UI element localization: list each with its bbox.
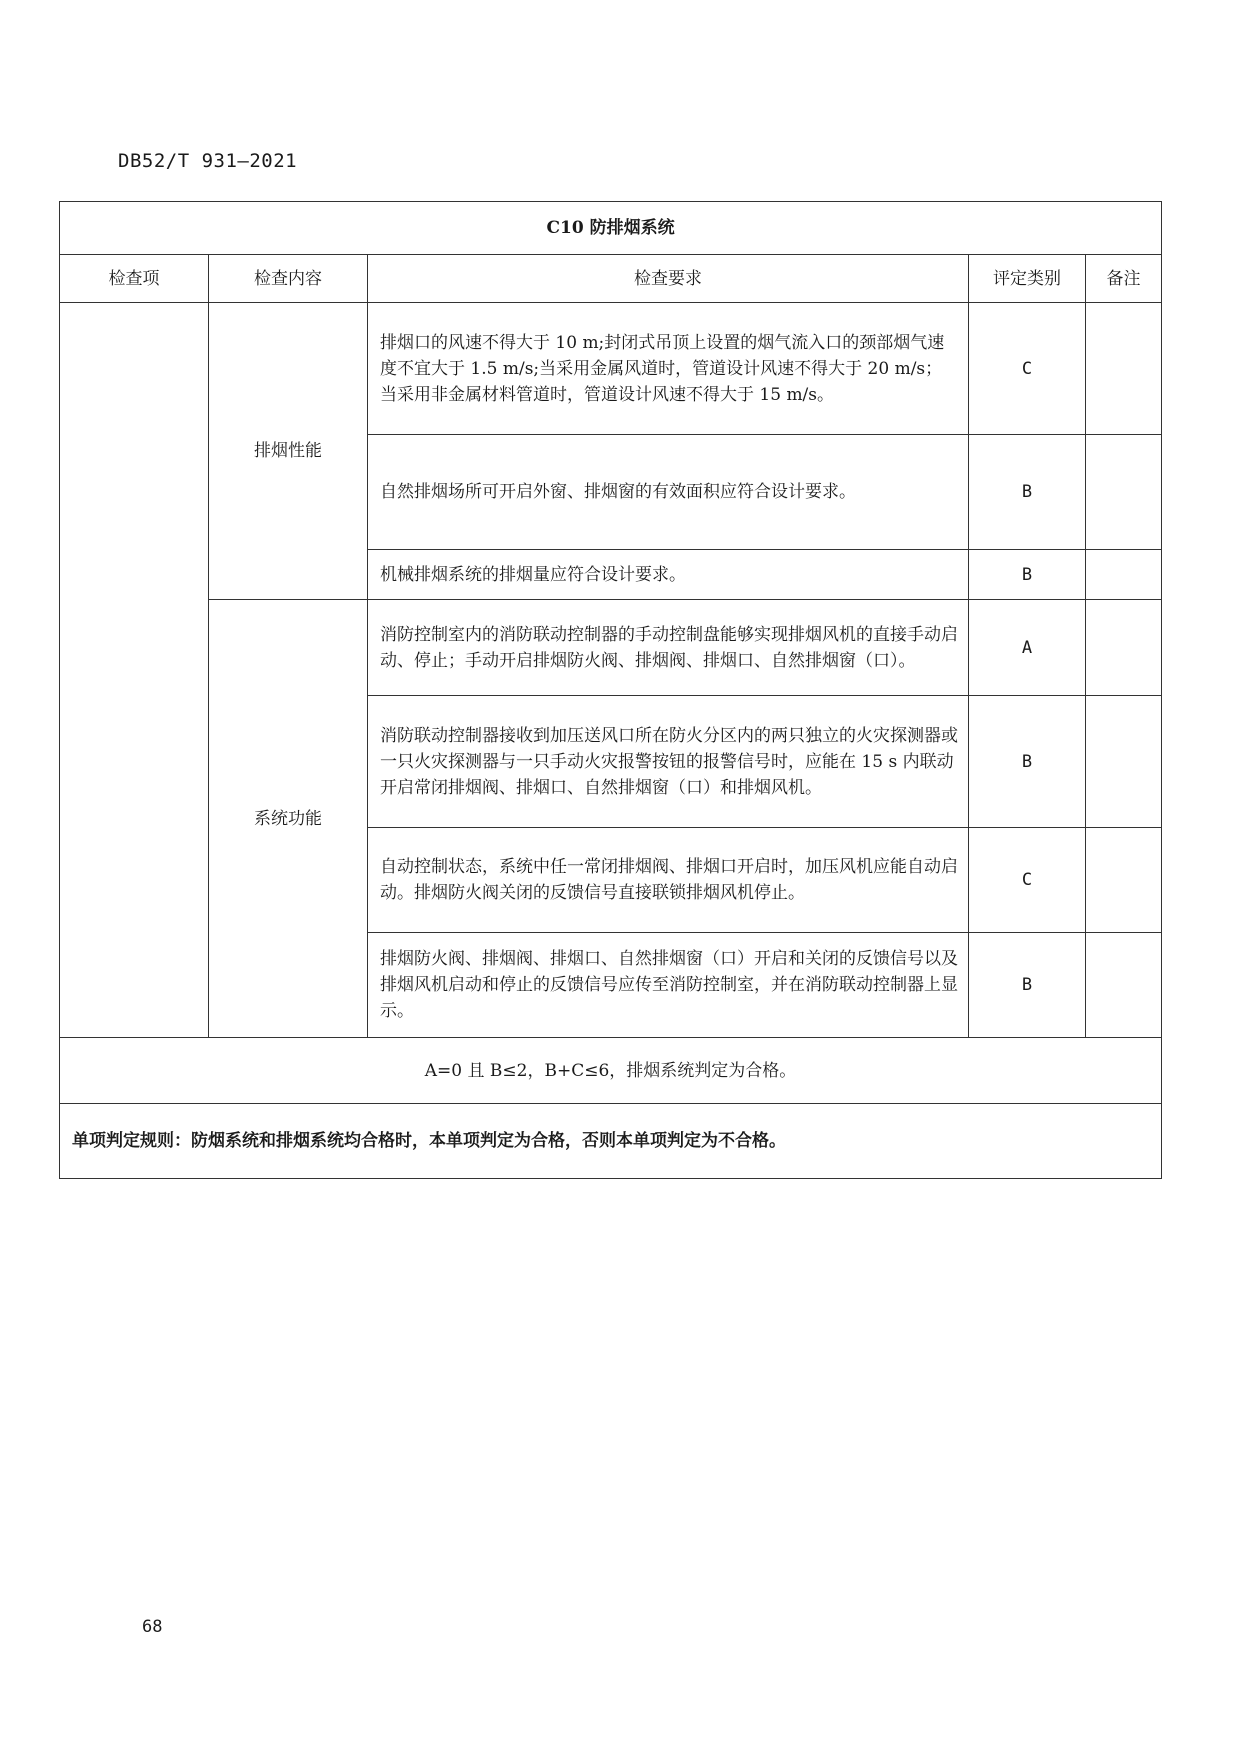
table-header-row [60, 255, 1162, 303]
column-header-category: 评定类别 [969, 255, 1086, 303]
table-row [60, 600, 1162, 696]
remark-cell [1086, 550, 1162, 600]
requirement-cell: 自动控制状态，系统中任一常闭排烟阀、排烟口开启时，加压风机应能自动启动。排烟防火阀关闭的反馈信号直接联锁排烟风机停止。 [368, 828, 969, 933]
content-system-function: 系统功能 [209, 600, 368, 1038]
category-cell: B [969, 435, 1086, 550]
inspection-item-cell [60, 303, 209, 1038]
table-title: C10 防排烟系统 [60, 202, 1162, 255]
category-cell: B [969, 696, 1086, 828]
category-cell: C [969, 303, 1086, 435]
requirement-cell: 消防联动控制器接收到加压送风口所在防火分区内的两只独立的火灾探测器或一只火灾探测器与一只手动火灾报警按钮的报警信号时，应能在 15 s 内联动开启常闭排烟阀、排烟口、自然排烟窗（口）和排烟风机。 [368, 696, 969, 828]
remark-cell [1086, 933, 1162, 1038]
page-number: 68 [142, 1617, 163, 1637]
remark-cell [1086, 828, 1162, 933]
remark-cell [1086, 303, 1162, 435]
remark-cell [1086, 696, 1162, 828]
category-cell: B [969, 550, 1086, 600]
requirement-cell: 排烟防火阀、排烟阀、排烟口、自然排烟窗（口）开启和关闭的反馈信号以及排烟风机启动和停止的反馈信号应传至消防控制室，并在消防联动控制器上显示。 [368, 933, 969, 1038]
table-row [60, 303, 1162, 435]
summary-row [60, 1038, 1162, 1104]
category-cell: C [969, 828, 1086, 933]
summary-text: A=0 且 B≤2，B+C≤6，排烟系统判定为合格。 [60, 1038, 1162, 1104]
category-cell: B [969, 933, 1086, 1038]
category-cell: A [969, 600, 1086, 696]
column-header-remark: 备注 [1086, 255, 1162, 303]
remark-cell [1086, 600, 1162, 696]
judgment-rule-text: 单项判定规则：防烟系统和排烟系统均合格时，本单项判定为合格，否则本单项判定为不合格。 [60, 1104, 1162, 1179]
rule-row [60, 1104, 1162, 1179]
requirement-cell: 消防控制室内的消防联动控制器的手动控制盘能够实现排烟风机的直接手动启动、停止；手动开启排烟防火阀、排烟阀、排烟口、自然排烟窗（口）。 [368, 600, 969, 696]
content-smoke-exhaust-performance: 排烟性能 [209, 303, 368, 600]
requirement-cell: 机械排烟系统的排烟量应符合设计要求。 [368, 550, 969, 600]
column-header-content: 检查内容 [209, 255, 368, 303]
remark-cell [1086, 435, 1162, 550]
requirement-cell: 自然排烟场所可开启外窗、排烟窗的有效面积应符合设计要求。 [368, 435, 969, 550]
column-header-item: 检查项 [60, 255, 209, 303]
column-header-requirement: 检查要求 [368, 255, 969, 303]
inspection-table [59, 201, 1162, 1179]
table-title-row [60, 202, 1162, 255]
document-code: DB52/T 931—2021 [118, 150, 298, 172]
requirement-cell: 排烟口的风速不得大于 10 m;封闭式吊顶上设置的烟气流入口的颈部烟气速度不宜大于 1.5 m/s;当采用金属风道时，管道设计风速不得大于 20 m/s；当采用非金属材料管道时，管道设计风速不得大于 15 m/s。 [368, 303, 969, 435]
